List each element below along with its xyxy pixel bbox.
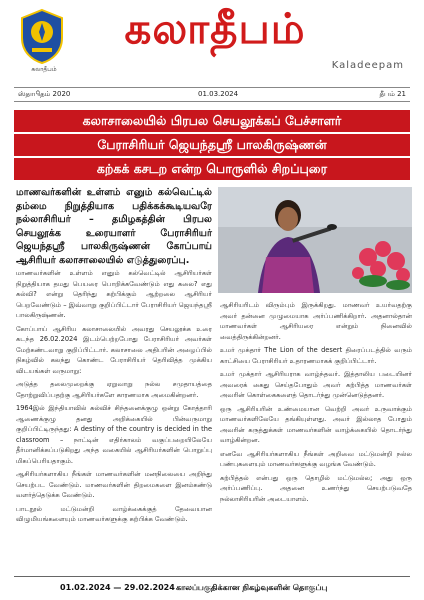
- article-paragraph: பாடநூல் மட்டுமன்றி வாழ்க்கைக்குத் தேவையான விழுமியங்களையும் மாணவர்களுக்கு கற்பிக்க வேண்டும்.: [16, 504, 212, 523]
- footer-note: காலப்பகுதிக்கான நிகழ்வுகளின் தொகுப்பு: [176, 583, 328, 592]
- established-year: ஸ்தாபிதம் 2020: [18, 90, 71, 98]
- headline-banner-2: பேராசிரியர் ஜெயந்தஸ்ரீ பாலகிருஷ்ணன்: [14, 134, 410, 156]
- article-paragraph: ஆசிரியரிடம் விரும்பும் இருக்கிறது. மாணவர் உயர்வதற்கு அவர் தன்னை முழுமையாக அர்ப்பணிக்கிறார். அதனால்தான் மாணவர்கள் ஆசிரியரை என்றும் நினைவில் வைத்திருக்கின்றனர்.: [220, 301, 412, 341]
- article-paragraph: கோப்பாய் ஆசிரிய கலாசாலையில் அவரது செயலூக்க உரை கடந்த 26.02.2024 இடம்பெற்றபோது பேராசிரியர் அவர்கள் மேற்கண்டவாறு குறிப்பிட்டார். கலாசாலை அதிபரின் அழைப்பில் நிகழ்வில் கலந்து கொண்ட பேராசிரியர் தெரிவித்த முக்கிய விடயங்கள் வருமாறு:: [16, 324, 212, 375]
- article-paragraph: எனவே ஆசிரியர்களாகிய நீங்கள் அறிவை மட்டுமன்றி நல்ல பண்புகளையும் மாணவர்களுக்கு வழங்க வேண்டும்.: [220, 449, 412, 468]
- article-paragraph: மாணவர்களின் உள்ளம் எனும் கல்வெட்டில் ஆசிரியர்கள் நிறுத்தியாக தமது பெயரை பொறிக்கவேண்டும் எது கலை? எது கல்வி? என்று தெரிந்து கற்பிக்கும் ஆற்றலை ஆசிரியர் பெறவேண்டும் – இவ்வாறு குறிப்பிட்டார் பேராசிரியர் ஜெயந்தஸ்ரீ பாலகிருஷ்ணன்.: [16, 269, 212, 319]
- speaker-photo: [218, 187, 412, 293]
- issue-date: 01.03.2024: [198, 90, 239, 98]
- meta-divider-top: [14, 87, 410, 88]
- issue-number: தீபம் 21: [379, 90, 406, 98]
- footer-divider: [14, 576, 410, 577]
- headline-banner-3: கற்கக் கசடற என்ற பொருளில் சிறப்புரை: [14, 158, 410, 180]
- article-paragraph: கற்பித்தல் என்பது ஒரு தொழில் மட்டுமல்ல; அது ஒரு அர்ப்பணிப்பு. அதனை உணர்ந்து செயற்படுவதே நல்லாசிரியரின் அடையாளம்.: [220, 473, 412, 503]
- masthead: [0, 0, 424, 86]
- footer-date-range: 01.02.2024 — 29.02.2024: [60, 583, 175, 592]
- article-paragraph: ஒரு ஆசிரியரின் உண்மையான வெற்றி அவர் உருவாக்கும் மாணவர்களிலேயே தங்கியுள்ளது. அவர் இல்லாத போதும் அவரின் கருத்துக்கள் மாணவர்களின் வாழ்க்கையில் தொடர்ந்து வாழ்கின்றன.: [220, 404, 412, 444]
- college-emblem-icon: [18, 8, 66, 64]
- headline-banner-1: கலாசாலையில் பிரபல செயலூக்கப் பேச்சாளர்: [14, 110, 410, 132]
- article-paragraph: ஆசிரியர்களாகிய நீங்கள் மாணவர்களின் மனநிலையை அறிந்து செயற்பட வேண்டும். மாணவர்களின் திறமைகளை இனம்கண்டு வளர்த்தெடுக்க வேண்டும்.: [16, 470, 212, 499]
- article-paragraph: உமர் முக்தார் The Lion of the desert திரைப்படத்தில் வரும் காட்சியை பேராசிரியர் உதாரணமாகக் குறிப்பிட்டார்.: [220, 346, 412, 365]
- newsletter-title: கலாதீபம்: [124, 4, 306, 53]
- article-paragraph: 1964இல் இந்தியாவில் கல்விச் சிந்தனைக்குழு ஒன்று கோத்தாரி ஆணைக்குழு தனது அறிக்கையில் பின்வருமாறு குறிப்பிட்டிருந்தது: A destiny of the country is decided in the classroom – நாட்டின் எதிர்காலம் வகுப்பறையிலேயே தீர்மானிக்கப்படுகிறது அந்த வகையில் ஆசிரியர்களின் பொறுப்பு மிகப்பெரியதாகும்.: [16, 404, 212, 465]
- lead-paragraph: மாணவர்களின் உள்ளம் எனும் கல்வெட்டில் தம்மை நிறுத்தியாக பதிக்கக்கூடியவரே நல்லாசிரியர் – தமிழகத்தின் பிரபல செயலூக்க உரையாளர் பேராசிரியர் ஜெயந்தஸ்ரீ பாலகிருஷ்ணன் கோப்பாய் ஆசிரியர் கலாசாலையில் எடுத்துரைப்பு.: [16, 187, 212, 266]
- meta-divider-bottom: [14, 101, 410, 102]
- article-paragraph: உமர் முக்தார் ஆசிரியராக வாழ்ந்தவர். இத்தாலிய படையினர் அவரைக் கைது செய்தபோதும் அவர் கற்பித்த மாணவர்கள் அவரின் கொள்கைகளைத் தொடர்ந்து முன்னெடுத்தனர்.: [220, 370, 412, 399]
- newsletter-subtitle: Kaladeepam: [331, 60, 404, 71]
- emblem-caption: கலாதீபம்: [31, 66, 57, 73]
- article-column-left: [16, 268, 212, 528]
- article-paragraph: அடுத்த தலைமுறைக்கு ஏறுவாறு நல்ல சமுதாயத்தை தோற்றுவிப்பதற்கு ஆசிரியர்களே காரணமாக அமைகின்றனர்.: [16, 380, 212, 399]
- article-column-right: [220, 300, 412, 507]
